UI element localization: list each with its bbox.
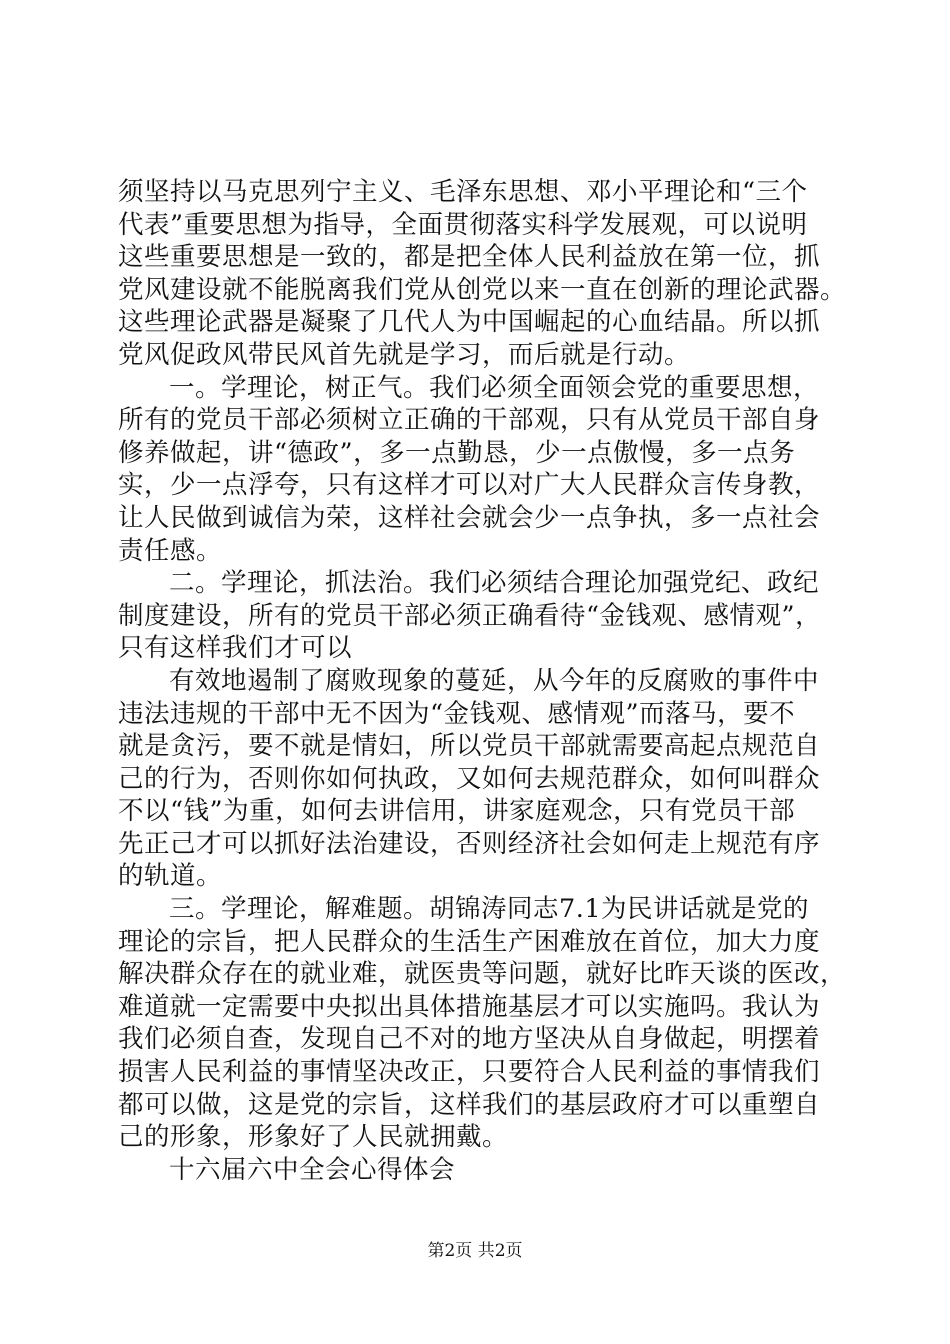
text-line: 责任感。 [118, 535, 223, 566]
text-line: 这些理论武器是凝聚了几代人为中国崛起的心血结晶。所以抓 [118, 307, 821, 338]
text-line: 理论的宗旨，把人民群众的生活生产困难放在首位，加大力度 [118, 926, 821, 957]
text-line: 所有的党员干部必须树立正确的干部观，只有从党员干部自身 [118, 405, 821, 436]
text-line: 一。学理论，树正气。我们必须全面领会党的重要思想， [169, 372, 820, 403]
text-line: 十六届六中全会心得体会 [169, 1154, 456, 1185]
text-line: 实，少一点浮夸，只有这样才可以对广大人民群众言传身教， [118, 470, 821, 501]
text-line: 这些重要思想是一致的，都是把全体人民利益放在第一位，抓 [118, 242, 821, 273]
text-line: 党风建设就不能脱离我们党从创党以来一直在创新的理论武器。 [118, 274, 847, 305]
text-line: 二。学理论，抓法治。我们必须结合理论加强党纪、政纪 [169, 568, 820, 599]
text-line: 己的行为，否则你如何执政，又如何去规范群众，如何叫群众 [118, 763, 821, 794]
text-line: 解决群众存在的就业难，就医贵等问题，就好比昨天谈的医改， [118, 959, 847, 990]
text-line: 代表”重要思想为指导，全面贯彻落实科学发展观，可以说明 [118, 209, 808, 240]
text-line: 损害人民利益的事情坚决改正，只要符合人民利益的事情我们 [118, 1057, 821, 1088]
text-line: 三。学理论，解难题。胡锦涛同志7.1为民讲话就是党的 [169, 894, 810, 925]
text-line: 修养做起，讲“德政”，多一点勤恳，少一点傲慢，多一点务 [118, 437, 796, 468]
text-line: 须坚持以马克思列宁主义、毛泽东思想、邓小平理论和“三个 [118, 177, 808, 207]
text-line: 的轨道。 [118, 861, 223, 892]
text-line: 制度建设，所有的党员干部必须正确看待“金钱观、感情观”， [118, 600, 822, 631]
text-line: 先正己才可以抓好法治建设，否则经济社会如何走上规范有序 [118, 828, 821, 859]
text-line: 我们必须自查，发现自己不对的地方坚决从自身做起，明摆着 [118, 1024, 821, 1055]
text-line: 难道就一定需要中央拟出具体措施基层才可以实施吗。我认为 [118, 991, 821, 1022]
text-line: 违法违规的干部中无不因为“金钱观、感情观”而落马，要不 [118, 698, 796, 729]
page-footer: 第2页 共2页 [427, 1241, 523, 1261]
text-line: 党风促政风带民风首先就是学习，而后就是行动。 [118, 339, 691, 370]
text-line: 不以“钱”为重，如何去讲信用，讲家庭观念，只有党员干部 [118, 796, 796, 827]
text-line: 就是贪污，要不就是情妇，所以党员干部就需要高起点规范自 [118, 731, 821, 762]
document-body [118, 176, 858, 1186]
text-line: 有效地遏制了腐败现象的蔓延，从今年的反腐败的事件中 [169, 665, 820, 696]
text-line: 只有这样我们才可以 [118, 633, 353, 664]
text-line: 己的形象，形象好了人民就拥戴。 [118, 1122, 509, 1153]
text-line: 都可以做，这是党的宗旨，这样我们的基层政府才可以重塑自 [118, 1089, 821, 1120]
text-line: 让人民做到诚信为荣，这样社会就会少一点争执，多一点社会 [118, 502, 821, 533]
